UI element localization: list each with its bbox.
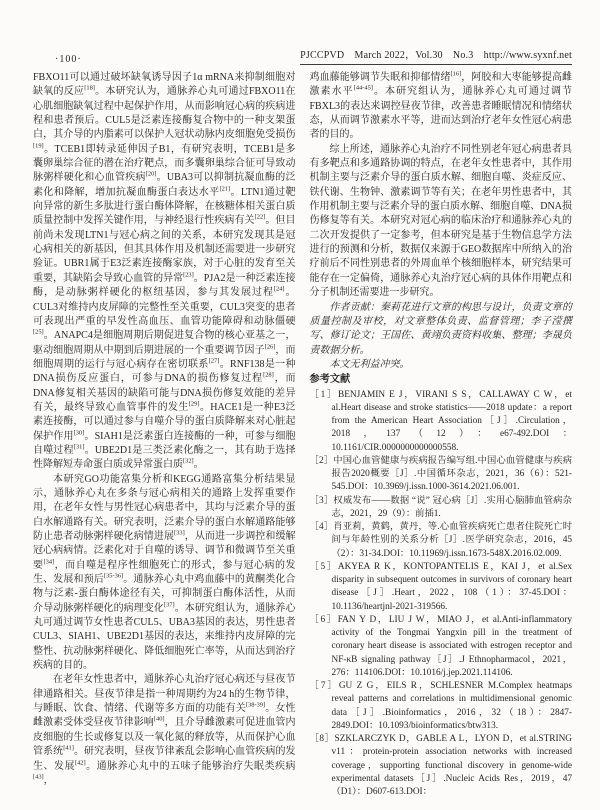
page-number: ·100· <box>55 54 82 65</box>
reference-item-3 <box>310 495 573 522</box>
reference-item-6 <box>310 614 573 680</box>
reference-item-8 <box>310 733 573 799</box>
reference-number: ［5］ <box>309 561 338 572</box>
reference-item-5 <box>310 561 573 614</box>
reference-text: 中国心血管健康与疾病报告编写组.中国心血管健康与疾病报告2020概要［J］.中国循环杂志，2021，36（6）：521-545.DOI：10.3969/j.issn.1000-3614.2021.06.001. <box>331 455 572 493</box>
reference-item-1 <box>310 389 573 455</box>
reference-number: ［4］ <box>309 522 334 533</box>
page-header <box>33 46 572 65</box>
references-heading: 参考文献 <box>309 374 351 386</box>
reference-text: AKYEA R K，KONTOPANTELIS E，KAI J，et al.Sex disparity in subsequent outcomes in survivors of coronary heart disease［J］.Heart，2022，108（1）：37-45.DOI：10.1136/heartjnl-2021-319566. <box>331 561 572 612</box>
reference-item-2 <box>310 455 573 495</box>
reference-number: ［8］ <box>309 734 335 745</box>
body-paragraph-discussion-genes: FBXO11可以通过破坏缺氧诱导因子1α mRNA来抑制细胞对缺氧的反应[18]。本研究认为，通脉养心丸可通过FBXO11在心肌细胞缺氧过程中起保护作用，从而影响冠心病的疾病进程和患者预后。CUL5是泛素连接酶复合物中的一种支架蛋白，其介导的内脂素可以保护人冠状动脉内皮细胞免受损伤[19]。TCEB1即转录延伸因子B1，有研究表明，TCEB1是多囊卵巢综合征的潜在治疗靶点，而多囊卵巢综合征可导致动脉粥样硬化和心血管疾病[20]。UBA3可以抑制抗凝血酶的泛素化和降解，增加抗凝血酶蛋白表达水平[21]。LTN1通过靶向异常的新生多肽进行蛋白酶体降解，在核糖体相关蛋白质质量控制中发挥关键作用，与神经退行性疾病有关[22]。但目前尚未发现LTN1与冠心病之间的关系，本研究发现其是冠心病相关的新基因，但其具体作用及机制还需要进一步研究验证。UBR1属于E3泛素连接酶家族，对于心脏的发育至关重要，其缺陷会导致心血管的异常[23]。PJA2是一种泛素连接酶，是动脉粥样硬化的枢纽基因，参与其发展过程[24]。CUL3对维持内皮屏障的完整性至关重要，CUL3突变的患者可表现出严重的早发性高血压、血管功能障碍和动脉僵硬[25]。ANAPC4是细胞周期后期促进复合物的核心亚基之一，驱动细胞周期从中期到后期进展的一个重要调节因子[26]，而细胞周期的运行与冠心病存在密切联系[27]。RNF138是一种DNA损伤反应蛋白，可参与DNA的损伤修复过程[28]，而DNA修复相关基因的缺陷可能与DNA损伤修复效能的差异有关，最终导致心血管事件的发生[29]。HACE1是一种E3泛素连接酶，可以通过参与自噬介导的蛋白质降解来对心脏起保护作用[30]。SIAH1是泛素蛋白连接酶的一种，可参与细胞自噬过程[31]。UBE2D1是三类泛素化酶之一，其有助于选择性降解短寿命蛋白质或异常蛋白质[32]。 <box>33 72 296 471</box>
reference-number: ［3］ <box>309 495 334 506</box>
left-column <box>33 71 296 799</box>
reference-text: GU Z G，EILS R，SCHLESNER M.Complex heatmaps reveal patterns and correlations in multidimensional genomic data［J］.Bioinformatics，2016，32（18）：2847-2849.DOI：10.1093/bioinformatics/btw313. <box>331 681 572 731</box>
reference-text: BENJAMIN E J，VIRANI S S，CALLAWAY C W，et al.Heart disease and stroke statistics——2018 update：a report from the American Heart Association［J］.Circulation，2018，137（12）：e67-492.DOI：10.1161/CIR.0000000000000558. <box>331 389 572 453</box>
reference-item-7 <box>310 680 573 733</box>
body-paragraph-go-kegg: 本研究GO功能富集分析和KEGG通路富集分析结果显示，通脉养心丸在多条与冠心病相关的通路上发挥重要作用，在老年女性与男性冠心病患者中，其均与泛素介导的蛋白水解通路有关。研究表明，泛素介导的蛋白水解通路能够防止患者动脉粥样硬化病情进展[33]，从而进一步调控和缓解冠心病病情。泛素化对于自噬的诱导、调节和微调节至关重要[34]，而自噬是程序性细胞死亡的形式，参与冠心病的发生、发展和预后[35-36]。通脉养心丸中鸡血藤中的黄酮类化合物与泛素-蛋白酶体途径有关，可抑制蛋白酶体活性，从而介导动脉粥样硬化的病理变化[37]。本研究组认为，通脉养心丸可通过调节女性患者CUL5、UBA3基因的表达，男性患者CUL3、SIAH1、UBE2D1基因的表达，来维持内皮屏障的完整性、抗动脉粥样硬化、降低细胞死亡率等，从而达到治疗疾病的目的。 <box>33 473 296 672</box>
reference-number: ［2］ <box>309 455 334 466</box>
reference-item-4 <box>310 521 573 561</box>
reference-number: ［7］ <box>309 681 339 692</box>
conflict-of-interest-note: 本文无利益冲突。 <box>329 358 410 370</box>
reference-number: ［6］ <box>309 614 338 625</box>
body-paragraph-circadian: 在老年女性患者中，通脉养心丸治疗冠心病还与昼夜节律通路相关。昼夜节律是指一种周期约为24 h的生物节律，与睡眠、饮食、情绪、代谢等多方面的功能有关[38-39]。女性雌激素受体受昼夜节律影响[40]，且介导雌激素可促进血管内皮细胞的生长或修复以及一氧化氮的释放等，从而保护心血管系统[41]。研究表明，昼夜节律紊乱会影响心血管疾病的发生、发展[42]。通脉养心丸中的五味子能够治疗失眠类疾病[43]， <box>33 674 296 786</box>
reference-number: ［1］ <box>309 389 339 400</box>
reference-text: 肖亚莉，黄鹤，黄丹，等.心血管疾病死亡患者住院死亡时间与年龄性别的关系分析［J］.医学研究杂志，2016，45（2）：31-34.DOI：10.11969/j.issn.1673-548X.2016.02.009. <box>331 522 572 559</box>
reference-text: FAN Y D，LIU J W，MIAO J，et al.Anti-inflammatory activity of the Tongmai Yangxin pill in the treatment of coronary heart disease is associated with estrogen receptor and NF-κB signaling pathway［J］.J Ethnopharmacol，2021，276：114106.DOI：10.1016/j.jep.2021.114106. <box>331 614 572 678</box>
body-paragraph-fbxl3: 鸡血藤能够调节失眠和抑郁情绪[16]，阿胶和大枣能够提高雌激素水平[44-45]。本研究组认为，通脉养心丸可通过调节FBXL3的表达来调控昼夜节律，改善患者睡眠情况和情绪状态，从而调节激素水平等，进而达到治疗老年女性冠心病患者的目的。 <box>309 70 573 141</box>
author-contribution-note: 作者贡献：秦莉花进行文章的构思与设计，负责文章的质量控制及审校，对文章整体负责、监督管理；李子滢撰写、修订论文；王国佐、黄翊负责资料收集、整理；李晟负责数据分析。 <box>309 301 572 356</box>
journal-header-line: PJCCPVD March 2022，Vol.30 No.3 http://www.syxnf.net <box>300 46 572 65</box>
right-column <box>310 71 573 799</box>
body-paragraph-conclusion: 综上所述，通脉养心丸治疗不同性别老年冠心病患者具有多靶点和多通路协调的特点，在老年女性患者中，其作用机制主要与泛素介导的蛋白质水解、细胞自噬、炎症反应、铁代谢、生物钟、激素调节等有关；在老年男性患者中，其作用机制主要与泛素介导的蛋白质水解、细胞自噬、DNA损伤修复等有关。本研究对冠心病的临床治疗和通脉养心丸的二次开发提供了一定参考，但本研究是基于生物信息学方法进行的预测和分析，数据仅来源于GEO数据库中所纳入的治疗前后不同性别患者的外周血单个核细胞样本，研究结果可能存在一定偏倚，通脉养心丸治疗冠心病的具体作用靶点和分子机制还需要进一步研究。 <box>309 143 572 299</box>
reference-text: SZKLARCZYK D，GABLE A L，LYON D，et al.STRING v11：protein-protein association networks with increased coverage，supporting functional discovery in genome-wide experimental datasets［J］.Nucleic Acids Res，2019，47（D1）：D607-613.DOI： <box>331 734 573 798</box>
reference-text: 权威发布——数据 “说” 冠心病［J］.实用心脑肺血管病杂志，2021，29（9）：前插1. <box>331 495 572 519</box>
two-column-body <box>33 71 572 799</box>
reference-list <box>310 389 573 800</box>
